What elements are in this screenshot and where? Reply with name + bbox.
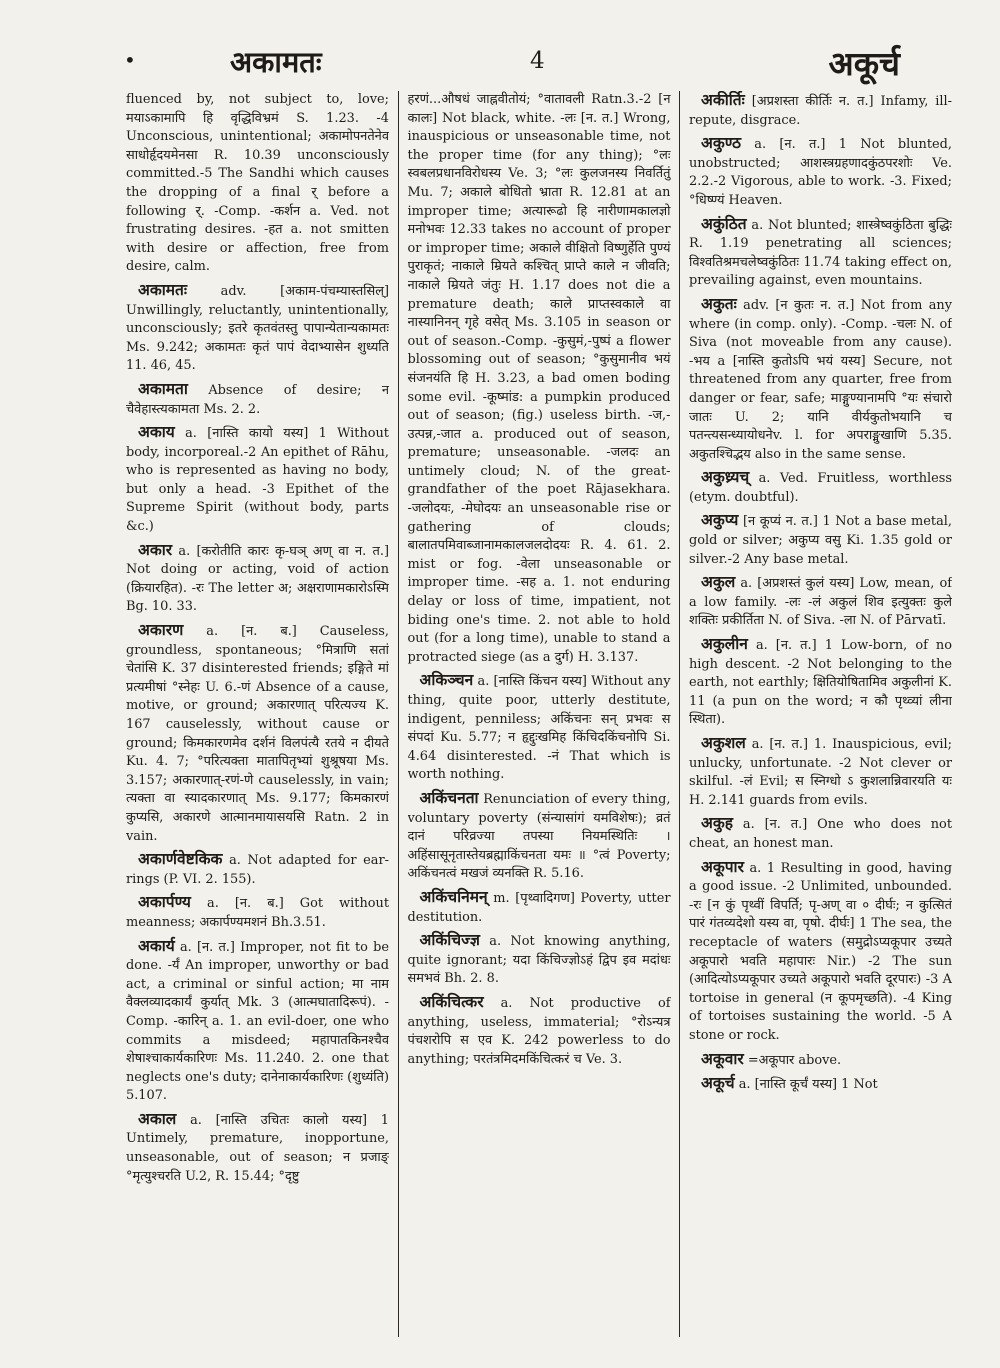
dictionary-entry xyxy=(126,850,389,889)
entry-definition: a. [न. त.] 1 Low-born, of no high descent. -2 Not belonging to the earth, not earthly; क्षितियोषितामिव अकुलीनां K. 11 (a pun on the word; न कौ पृथ्व्यां लीना स्थिता). xyxy=(689,638,952,728)
entry-definition: a. [नास्ति कूर्चं यस्य] 1 Not xyxy=(738,1077,878,1093)
dictionary-entry xyxy=(689,814,952,853)
dictionary-entry xyxy=(689,91,952,130)
entry-definition: =अकूपार above. xyxy=(747,1052,842,1068)
entry-headword: अकूपार xyxy=(701,856,744,876)
entry-definition: a. [न. ब.] Got without meanness; अकार्पण्यमशनं Bh.3.51. xyxy=(126,896,389,930)
entry-headword: अकार्य xyxy=(138,935,175,955)
entry-definition: a. Not productive of anything, useless, immaterial; °रोऽन्यत्र पंचशरोपि स एव K. 242 powerless to do anything; परतंत्रमिदमकिंचित्करं च Ve. 3. xyxy=(407,995,671,1067)
header-last-word: अकूर्च xyxy=(828,44,900,83)
entry-headword: अकुध्र्यच् xyxy=(701,467,750,487)
entry-definition: a. [न. त.] 1. Inauspicious, evil; unlucky, unfortunate. -2 Not clever or skilful. -लं Evil; स स्निग्धो ऽ कुशलान्निवारयति यः H. 2.141 guards from evils. xyxy=(689,737,952,808)
entry-headword: अकिंचनिमन् xyxy=(419,886,488,906)
entry-headword: अकूर्च xyxy=(701,1073,735,1093)
entry-headword: अकूवार xyxy=(701,1048,744,1068)
entry-definition: Absence of desire; न चैवेहास्त्यकामता Ms. 2. 2. xyxy=(126,382,389,417)
entry-headword: अकारण xyxy=(138,620,184,640)
entry-definition: a. [न. त.] 1 Not blunted, unobstructed; आशस्त्रग्रहणादकुंठपरशोः Ve. 2.2.-2 Vigorous, able to work. -3. Fixed; °धिष्ण्यं Heaven. xyxy=(689,137,952,208)
entry-definition: a. [न. त.] One who does not cheat, an honest man. xyxy=(689,817,952,851)
entry-definition: Renunciation of every thing, voluntary poverty (संन्यासांगं यमविशेषः); व्रतं दानं परिव्रज्या तपस्या नियमस्थितिः । अहिंसासूनृतास्तेयब्रह्माकिंचनता यमः ॥ °त्वं Poverty; अकिंचनत्वं मखजं व्यनक्ति R. 5.16. xyxy=(407,791,671,882)
dictionary-entry xyxy=(126,621,389,846)
entry-headword: अकाय xyxy=(138,422,175,442)
dictionary-entry xyxy=(689,1050,952,1071)
dictionary-entry xyxy=(689,215,952,291)
dictionary-entry xyxy=(689,511,952,569)
entry-definition: a. 1 Resulting in good, having a good issue. -2 Unlimited, unbounded. -रः [न कुं पृथ्वीं विपर्ति; पृ-अण् वा ० दीर्घः; न कुत्सितं पारं गंतव्यदेशो यस्य वा, पृषो. दीर्घः] 1 The sea, the receptacle of waters (समुद्रोऽप्यकूपार उच्यते अकूपारो भवति महापारः Nir.) -2 The sun (आदित्योऽप्यकूपार उच्यते अकूपारो भवति दूरपारः) -3 A tortoise in general (न कूपमृच्छति). -4 King of tortoises sustaining the world. -5 A stone or rock. xyxy=(689,860,952,1043)
dictionary-entry xyxy=(689,295,952,464)
dictionary-entry xyxy=(689,734,952,810)
dictionary-entry xyxy=(126,893,389,932)
entry-definition: a. Not adapted for ear-rings (P. VI. 2. 155). xyxy=(126,853,389,887)
entry-definition: a. [नास्ति उचितः कालो यस्य] 1 Untimely, premature, inopportune, unseasonable, out of season; न प्रजाङ् °मृत्युश्चरति U.2, R. 15.44; °दृष्टु xyxy=(126,1112,389,1184)
dictionary-entry xyxy=(689,858,952,1046)
entry-headword: अकिंचित्कर xyxy=(419,991,484,1011)
column-rule xyxy=(398,91,399,1337)
entry-definition: a. [अप्रशस्तं कुलं यस्य] Low, mean, of a low family. -लः -लं अकुलं शिव इत्युक्तः कुले शक्तिः प्रकीर्तिता N. of Siva. -ला N. of Pārvatī. xyxy=(689,576,952,629)
entry-definition: [न कूप्यं न. त.] 1 Not a base metal, gold or silver; अकुप्य वसु Ki. 1.35 gold or silver.-2 Any base metal. xyxy=(689,514,952,567)
dictionary-columns xyxy=(126,91,952,1337)
dictionary-entry xyxy=(126,281,389,376)
column-rule xyxy=(679,91,680,1337)
entry-headword: अकामता xyxy=(138,378,188,398)
dictionary-entry xyxy=(126,91,389,277)
entry-definition: a. [करोतीति कारः कृ-घञ् अण् वा न. त.] Not doing or acting, void of action (क्रियारहित). -रः The letter अ; अक्षराणामकारोऽस्मि Bg. 10. 33. xyxy=(126,543,389,615)
header-first-word: अकामतः xyxy=(230,45,322,79)
header-bullet: • xyxy=(124,48,136,72)
dictionary-entry xyxy=(408,671,671,785)
dictionary-entry xyxy=(689,134,952,210)
entry-headword: अकुल xyxy=(701,572,736,592)
entry-definition: [अप्रशस्ता कीर्तिः न. त.] Infamy, ill-repute, disgrace. xyxy=(689,94,952,128)
dictionary-entry xyxy=(689,468,952,507)
dictionary-entry xyxy=(408,91,671,667)
entry-headword: अकिंचनता xyxy=(419,787,479,807)
entry-headword: अकुशल xyxy=(701,733,746,752)
column-2 xyxy=(408,91,671,1337)
page-number: 4 xyxy=(530,48,545,74)
entry-headword: अकामतः xyxy=(138,279,187,299)
entry-definition: m. [पृथ्वादिगण] Poverty, utter destitution. xyxy=(407,890,671,925)
entry-headword: अकुण्ठ xyxy=(701,133,741,153)
dictionary-entry xyxy=(126,380,389,419)
entry-headword: अकुतः xyxy=(701,293,737,313)
dictionary-entry xyxy=(689,635,952,730)
entry-definition: a. [नास्ति किंचन यस्य] Without any thing, quite poor, utterly destitute, indigent, penniless; अकिंचनः सन् प्रभवः स संपदां Ku. 5.77; न हृद्दुःखमिह किंचिदकिंचनोपि Si. 4.64 disinterested. -नं That which is worth nothing. xyxy=(407,674,671,783)
entry-headword: अकिंचिज्ज्ञ xyxy=(419,930,480,950)
column-1 xyxy=(126,91,389,1337)
entry-headword: अकाल xyxy=(138,1108,177,1128)
dictionary-entry xyxy=(126,937,389,1106)
entry-headword: अकुह xyxy=(701,813,733,833)
entry-definition: a. [न. ब.] Causeless, groundless, spontaneous; °मित्राणि सतां चेतांसि K. 37 disinterested friends; इङ्गिते मां प्रत्यमीषां °स्नेहः U. 6.-णं Absence of a cause, motive, or ground; अकारणात् परित्यज्य K. 167 causelessly, without cause or ground; किमकारणमेव दर्शनं विलपंत्यै रतये न दीयते Ku. 4. 7; °परित्यक्ता मातापितृभ्यां शुश्रूषया Ms. 3.157; अकारणात्-रणं-णे causelessly, in vain; त्यक्ता वा स्यादकारणात् Ms. 9.177; किमकारणं कुप्यसि, अकारणे आत्मानमायासयसि Ratn. 2 in vain. xyxy=(126,624,389,844)
dictionary-entry xyxy=(126,1110,389,1186)
dictionary-entry xyxy=(408,931,671,989)
dictionary-entry xyxy=(126,423,389,537)
entry-definition: a. Not blunted; शास्त्रेष्वकुंठिता बुद्धिः R. 1.19 penetrating all sciences; विश्वतिश्रमचलेष्वकुंठितः 11.74 taking effect on, prevailing against, even mountains. xyxy=(689,217,952,289)
dictionary-entry xyxy=(689,1074,952,1095)
entry-definition: a. [नास्ति कायो यस्य] 1 Without body, incorporeal.-2 An epithet of Rāhu, who is represented as having no body, but only a head. -3 Epithet of the Supreme Spirit (without body, parts &c.) xyxy=(126,426,389,535)
dictionary-entry xyxy=(689,573,952,631)
entry-definition: a. Ved. Fruitless, worthless (etym. doubtful). xyxy=(689,471,952,505)
entry-definition: हरणं...औषधं जाह्नवीतोयं; °वातावली Ratn.3.-2 [न कालः] Not black, white. -लः [न. त.] Wrong, inauspicious or unseasonable time, not the proper time (for any thing); °लः स्वबलप्रधानविरोधस्य Ve. 3; °लः कुलजनस्य निवर्तितुं Mu. 7; अकाले बोधितो भ्राता R. 12.81 at an improper time; अत्यारूढो हि नारीणामकालज्ञो मनोभवः 12.33 takes no account of proper or improper time; अकाले वीक्षितो विष्णुर्हेति पुण्यं पुराकृतं; नाकाले म्रियते कश्चित् प्राप्ते काले न जीवति; नाकाले म्रियते जंतुः H. 1.17 does not die a premature death; काले प्राप्तस्वकाले वा नास्यानिनन् गृहे वसेत् Ms. 3.105 in season or out of season.-Comp. -कुसुमं,-पुष्पं a flower blossoming out of season; °कुसुमानीव भयं संजनयंति हि H. 3.23, a bad omen boding some evil. -कूष्मांड: a pumpkin produced out of season; (fig.) useless birth. -ज,-उत्पन्न,-जात a. produced out of season, premature; unseasonable. -जलदः an untimely cloud; N. of the great-grandfather of the poet Rājasekhara. -जलोदयः, -मेघोदयः an unseasonable rise or gathering of clouds; बालातपमिवाब्जानामकालजलदोदयः R. 4. 61. 2. mist or fog. -वेला unseasonable or improper time. -सह a. 1. not enduring delay or loss of time, impatient, not biding one's time. 2. not able to hold out (for a long time), unable to stand a protracted siege (as a दुर्ग) H. 3.137. xyxy=(407,92,671,665)
entry-definition: a. [न. त.] Improper, not fit to be done. -र्यं An improper, unworthy or bad act, a criminal or sinful action; मा नाम वैक्लव्यादकार्यं कुर्यात् Mk. 3 (आत्मघातादिरूपं). -Comp. -कारिन् a. 1. an evil-doer, one who commits a misdeed; महापातकिनश्चैव शेषाश्चाकार्यकारिणः Ms. 11.240. 2. one that neglects one's duty; दानेनाकार्यकारिणः (शुध्यंति) 5.107. xyxy=(126,939,389,1104)
dictionary-entry xyxy=(408,888,671,927)
dictionary-entry xyxy=(408,789,671,884)
entry-definition: adv. [न कुतः न. त.] Not from any where (in comp. only). -Comp. -चलः N. of Siva (not moveable from any cause). -भय a [नास्ति कुतोऽपि भयं यस्य] Secure, not threatened from any quarter, free from danger or fear, safe; माङ्गुण्यानामपि °यः संचारो जातः U. 2; यानि वीर्यकुतोभयानि च पतन्त्यसन्ध्यायोधनेv. l. for अपराङ्मुखाणि 5.35. अकुतश्चिद्भय also in the same sense. xyxy=(689,297,952,462)
entry-headword: अकार्पण्य xyxy=(138,892,191,912)
dictionary-entry xyxy=(126,541,389,617)
entry-headword: अकीर्तिः xyxy=(701,91,745,109)
entry-headword: अकुप्य xyxy=(701,510,739,530)
entry-headword: अकार xyxy=(138,539,173,559)
column-3 xyxy=(689,91,952,1337)
page-header xyxy=(120,40,960,86)
entry-definition: a. Not knowing anything, quite ignorant; यदा किंचिज्ज्ञोऽहं द्विप इव मदांधः समभवं Bh. 2. 8. xyxy=(407,934,671,987)
entry-headword: अकुलीन xyxy=(701,634,748,654)
entry-definition: fluenced by, not subject to, love; मयाऽकामापि हि वृद्धिविभ्रमं S. 1.23. -4 Unconscious, unintentional; अकामोपनतेनेव साधोर्हृदयमेनसा R. 10.39 unconsciously committed.-5 The Sandhi which causes the dropping of a final र् before a following र्. -Comp. -कर्शन a. Ved. not frustrating desires. -हत a. not smitten with desire or affection, free from desire, calm. xyxy=(126,92,389,275)
entry-headword: अकार्णवेष्टकिक xyxy=(138,849,223,869)
entry-definition: adv. [अकाम-पंचम्यास्तसिल्] Unwillingly, reluctantly, unintentionally, unconsciously; इतरे कृतवंतस्तु पापान्येतान्यकामतः Ms. 9.242; अकामतः कृतं पापं वेदाभ्यासेन शुध्यति 11. 46, 45. xyxy=(126,283,389,374)
entry-headword: अकुंठित xyxy=(701,213,747,233)
dictionary-entry xyxy=(408,993,671,1069)
entry-headword: अकिञ्चन xyxy=(419,670,474,690)
